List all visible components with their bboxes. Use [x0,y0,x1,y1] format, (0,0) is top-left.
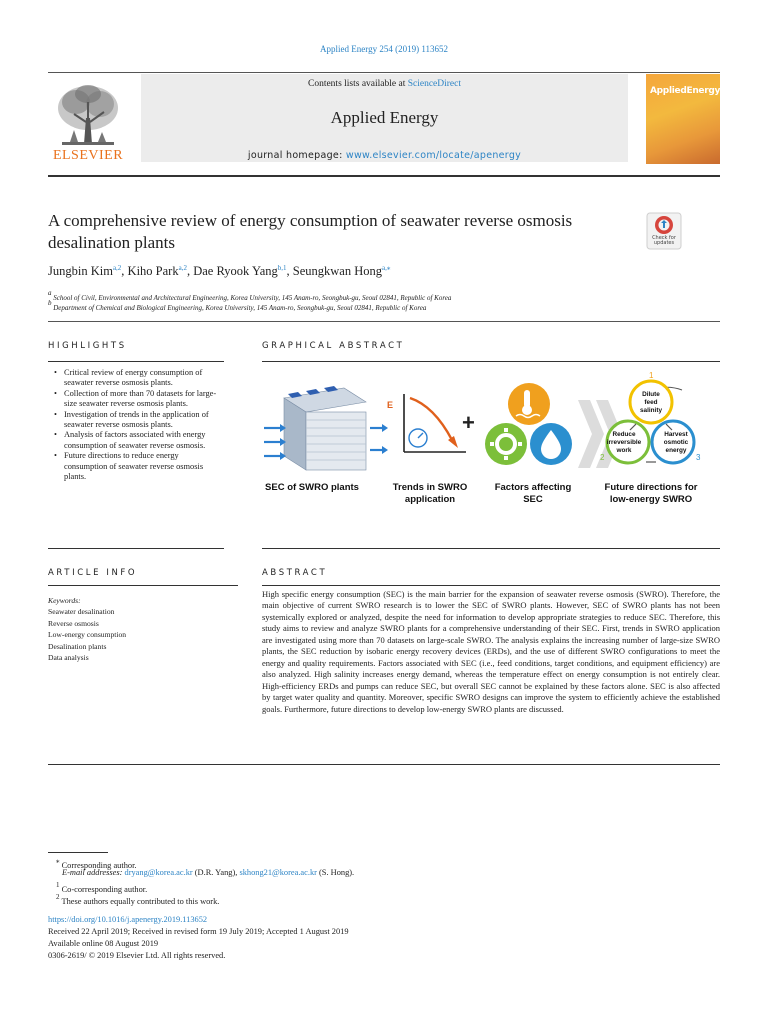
email-owner: (D.R. Yang), [192,868,240,877]
affiliation-b [48,299,426,312]
trend-chart-icon [387,394,466,452]
journal-citation[interactable]: Applied Energy 254 (2019) 113652 [320,44,448,54]
footnote-text: These authors equally contributed to this work. [61,897,220,906]
author-name: Dae Ryook Yang [193,264,278,278]
footnote-text: Corresponding author. [61,861,137,870]
abstract-heading: ABSTRACT [262,568,328,578]
footnote-mark: 1 [56,881,60,889]
highlight-item: • Analysis of factors associated with energy consumption of seawater reverse osmosis. [54,430,224,451]
keyword-item: Reverse osmosis [48,618,99,628]
section-divider [48,321,720,322]
cycle-number: 2 [600,453,605,462]
cycle-label-harvest: Harvest osmotic energy [663,431,689,454]
contents-line [141,79,628,89]
abstract-rule [262,585,720,586]
article-info-rule [48,585,238,586]
footnote-2 [56,891,219,908]
homepage-prefix: journal homepage: [247,150,346,161]
affiliation-text: Department of Chemical and Biological Engineering, Korea University, 145 Anam-ro, Seongbuk-gu, Seoul 02841, Republic of Korea [53,304,427,312]
author-list [48,264,390,279]
footnote-rule [48,852,108,853]
ga-label-trends: Trends in SWRO application [392,482,468,505]
email-label: E-mail addresses: [62,868,125,877]
keyword-item: Seawater desalination [48,607,115,617]
highlights-heading: HIGHLIGHTS [48,341,127,351]
keywords-block [48,595,238,663]
doi-link[interactable]: https://doi.org/10.1016/j.apenergy.2019.113652 [48,915,208,924]
email-link-hong[interactable]: skhong21@korea.ac.kr [239,868,317,877]
author-name: Jungbin Kim [48,264,113,278]
highlight-item: • Collection of more than 70 datasets for large-size seawater reverse osmosis plants. [54,389,224,410]
highlight-item: • Investigation of trends in the application of seawater reverse osmosis plants. [54,410,224,431]
author-name: Seungkwan Hong [292,264,383,278]
highlights-bottom-rule [48,548,224,549]
copyright-line: 0306-2619/ © 2019 Elsevier Ltd. All rights reserved. [48,951,226,960]
author-separator: , [121,264,128,278]
footnote-text: Co-corresponding author. [61,885,148,894]
footnote-mark: 2 [56,893,60,901]
keyword-item: Desalination plants [48,641,107,651]
plus-sign: + [462,410,475,435]
author-affiliation-marker[interactable]: a,⁎ [382,264,391,272]
received-dates: Received 22 April 2019; Received in revised form 19 July 2019; Accepted 1 August 2019 [48,927,349,936]
elsevier-wordmark: ELSEVIER [52,148,124,163]
energy-axis-label: E [387,400,394,410]
affiliation-mark: b [48,299,52,307]
email-owner: (S. Hong). [316,868,355,877]
sciencedirect-link[interactable]: ScienceDirect [407,79,461,89]
membrane-module-illustration [264,386,388,470]
abstract-body: High specific energy consumption (SEC) is the main barrier for the expansion of seawater reverse osmosis (SWRO). Therefore, the main objective of current SWRO research is to lower the SEC of SWRO plants. However, SEC of SWRO plants has not been systemically explored or analyzed, despite the need for information to develop appropriate strategies to reduce SEC. Therefore, this study aims to review and analyze SWRO plants for a comprehensive understanding of their SEC. First, trends in SWRO application are investigated using more than 70 datasets on large-scale SWRO. The analysis explains the increasing number of large-size SWRO plants, the SEC reduction by isobaric energy recovery devices (ERDs), and the use of different SWRO configurations to meet the energy and quality requirements. Factors associated with SEC (i.e., feed conditions, target conditions, and equipment efficiency) are also analyzed. High salinity increases energy demand, whereas the temperature effect on energy consumption is not entirely clear. High-efficiency ERDs and pumps can reduce SEC, but overall SEC cannot be explained by these factors alone. SEC is also affected by target water quality and quantity. Moreover, specific SWRO designs can improve the system to efficiently achieve the established goals. Furthermore, future directions to develop low-energy SWRO plants are discussed. [262,589,720,714]
author-name: Kiho Park [127,264,179,278]
highlight-item: • Critical review of energy consumption of seawater reverse osmosis plants. [54,368,224,389]
keywords-label: Keywords: [48,596,81,605]
graphical-abstract-figure[interactable] [262,366,720,546]
footnote-mark: ⁎ [56,857,60,865]
graphical-abstract-heading: GRAPHICAL ABSTRACT [262,341,405,351]
journal-homepage-link[interactable]: www.elsevier.com/locate/apenergy [345,150,522,161]
journal-title: Applied Energy [330,108,439,127]
author-separator: , [186,264,194,278]
author-affiliation-marker[interactable]: a,2 [112,264,122,272]
email-link-yang[interactable]: dryang@korea.ac.kr [124,868,193,877]
highlights-rule [48,361,224,362]
keyword-item: Low-energy consumption [48,630,127,640]
article-title: A comprehensive review of energy consumption of seawater reverse osmosis desalination plants [48,211,573,252]
author-affiliation-marker[interactable]: b,1 [277,264,287,272]
highlights-list [54,368,224,482]
keyword-item: Data analysis [48,653,89,663]
header-bottom-rule [48,175,720,177]
author-affiliation-marker[interactable]: a,2 [178,264,187,272]
cycle-label-reduce: Reduce irreversible work [606,431,642,454]
front-matter-bottom-rule [48,764,720,765]
contents-prefix: Contents lists available at [307,79,408,89]
cycle-label-dilute: Dilute feed salinity [639,391,663,414]
header-top-rule [48,72,720,73]
graphical-abstract-bottom-rule [262,548,720,549]
journal-homepage-line [141,150,628,161]
available-online-date: Available online 08 August 2019 [48,939,159,948]
email-addresses [62,867,354,879]
ga-label-future: Future directions for low-energy SWRO [604,482,698,505]
cycle-number: 1 [649,371,654,380]
affiliation-text: School of Civil, Environmental and Architectural Engineering, Korea University, 145 Anam-ro, Seongbuk-gu, Seoul 02841, Republic of Korea [53,294,452,302]
graphical-abstract-rule [262,361,720,362]
cover-journal-title: AppliedEnergy [650,86,721,96]
article-info-heading: ARTICLE INFO [48,568,138,578]
check-for-updates-label: Check for updates [652,235,676,246]
author-separator: , [286,264,293,278]
cycle-number: 3 [696,453,701,462]
highlight-item: • Future directions to reduce energy consumption of seawater reverse osmosis plants. [54,451,224,482]
ga-label-sec-plants: SEC of SWRO plants [265,482,359,493]
factor-icons [485,383,572,465]
affiliation-mark: a [48,289,52,297]
ga-label-factors: Factors affecting SEC [494,482,572,505]
